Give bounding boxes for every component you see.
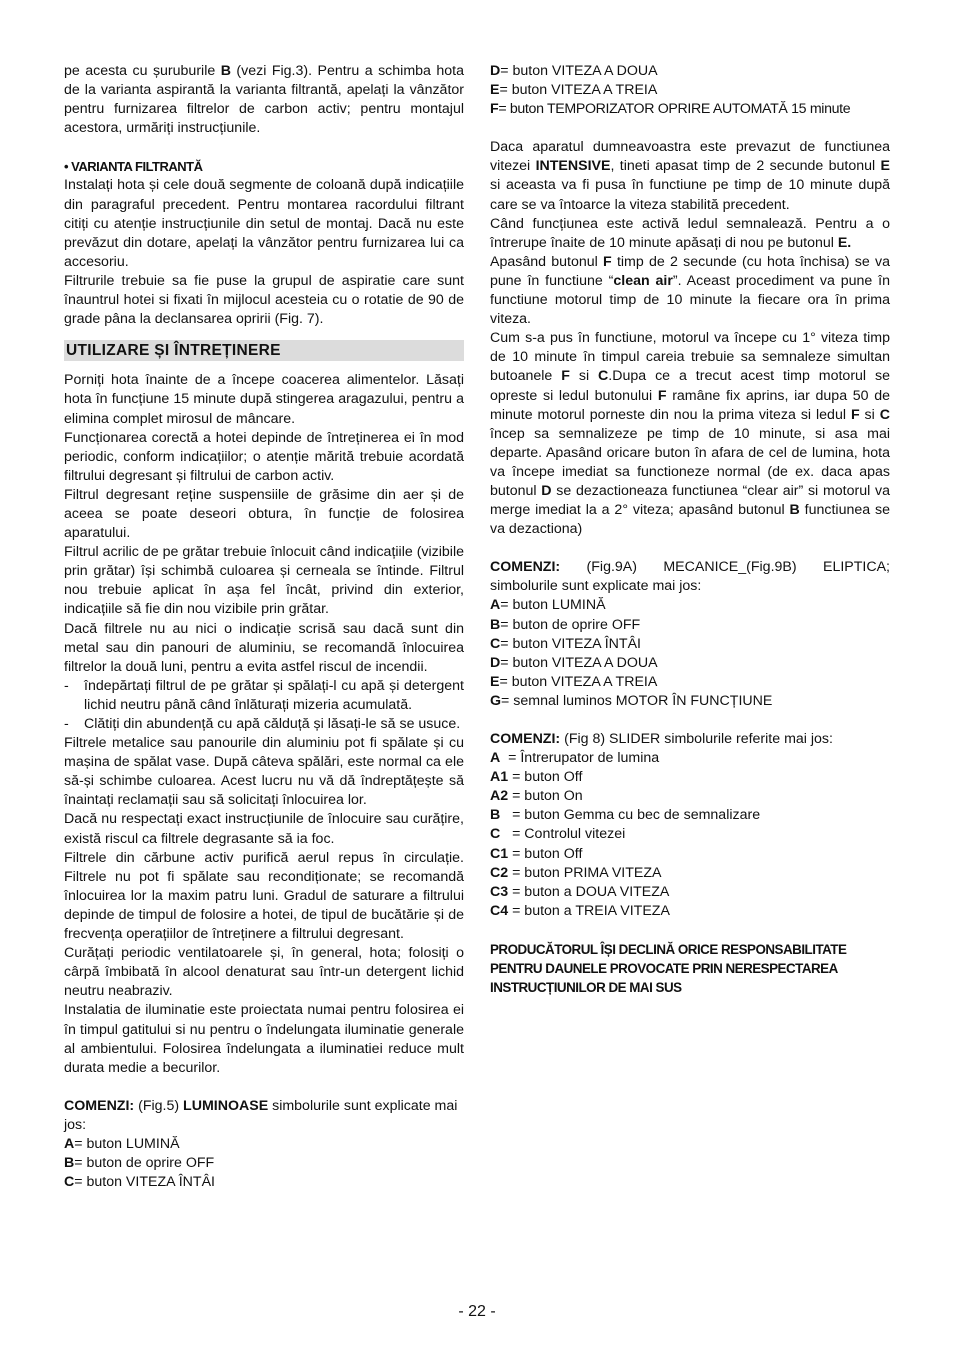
control-item: B= buton de oprire OFF — [490, 616, 641, 633]
control-item: C3 = buton a DOUA VITEZA — [490, 883, 670, 900]
control-item: B = buton Gemma cu bec de semnalizare — [490, 807, 761, 824]
intensive-paragraph: Daca aparatul dumneavoastra este prevazut de functiunea vitezei INTENSIVE, tineti apasat timp de 2 secunde butonul E si aceasta va fi pusa în functiune pe timp de 10 minute după care se va întoarce la viteza stabilită precedent. — [490, 139, 891, 213]
control-item: D= buton VITEZA A DOUA — [490, 63, 658, 79]
control-item: A= buton LUMINĂ — [64, 1135, 180, 1152]
intro-paragraph: pe acesta cu șuruburile B (vezi Fig.3). Pentru a schimba hota de la varianta aspirantă la varianta filtrantă, apelați la vânzător pentru furnizarea filtrelor de carbon activ; pentru montajul acestora, urmăriți instrucțiunile. — [64, 63, 464, 137]
body-paragraph: Filtrele din cărbune activ purifică aerul repus în circulație. Filtrele nu pot fi spălate sau recondiționate; se recomandă înlocuirea lor la maxim patru luni. Gradul de saturare a filtrului depinde de timpul de folosire a hotei, de tipul de bucătărie și de frecvența operațiilor de întreținere a filtrului degresant. — [64, 849, 464, 943]
section-title: UTILIZARE ȘI ÎNTREȚINERE — [64, 340, 464, 361]
body-paragraph: Filtrele metalice sau panourile din aluminiu pot fi spălate și cu mașina de spălat vase. După câteva spălări, este normal ca ele să-și schimbe culoarea. Acest lucru nu vă dă îndreptățește să înaintați reclamații sau să solicitați înlocuirea lor. — [64, 735, 464, 809]
control-item: B= buton de oprire OFF — [64, 1155, 215, 1172]
control-item: F= buton TEMPORIZATOR OPRIRE AUTOMATĂ 15 minute — [490, 101, 851, 118]
disclaimer: PRODUCĂTORUL ÎȘI DECLINĂ ORICE RESPONSABILITATE PENTRU DAUNELE PROVOCATE PRIN NERESPECTAREA INSTRUCȚIUNILOR DE MAI SUS — [490, 941, 847, 995]
control-item: C = Controlul vitezei — [490, 826, 626, 843]
control-item: C2 = buton PRIMA VITEZA — [490, 864, 662, 881]
clean-air-paragraph: Apasând butonul F timp de 2 secunde (cu hota închisa) se va pune în functiune “clean air”. Aceast procediment va pune în functiune motorul timp de 10 minute la fiecare ora în prima viteza. — [490, 253, 890, 328]
left-column — [64, 62, 464, 1192]
body-paragraph: Dacă filtrele nu au nici o indicație scrisă sau dacă sunt din metal sau din panouri de aluminiu, se recomandă înlocuirea filtrelor la două luni, pentru a evita astfel riscul de incendii. — [64, 620, 464, 675]
control-item: C= buton VITEZA ÎNTÂI — [64, 1174, 216, 1191]
filtranta-paragraph: Instalați hota și cele două segmente de coloană după indicațiile din paragraful precedent. Pentru montarea racordului filtrant citiți cu atenție instrucțiunile din setul de montaj. Dacă nu este prevăzut din dotare, apelați la vânzător pentru furnizarea lui ca accesoriu. — [64, 177, 464, 270]
comenzi-heading: COMENZI: (Fig.9A) MECANICE_(Fig.9B) ELIPTICA; simbolurile sunt explicate mai jos: — [490, 559, 890, 595]
control-item: D= buton VITEZA A DOUA — [490, 654, 658, 671]
body-paragraph: Porniți hota înainte de a începe coacerea alimentelor. Lăsați hota în funcțiune 15 minute după stingerea aragazului, pentru a elimina complet mirosul de mâncare. — [64, 372, 464, 427]
body-paragraph: Filtrul degresant reține suspensiile de grăsime din aer și de aceea se poate deseori obtura, în funcție de folosirea aparatului. — [64, 486, 464, 542]
control-item: E= buton VITEZA A TREIA — [490, 673, 658, 690]
right-column — [490, 62, 890, 997]
control-item: E= buton VITEZA A TREIA — [490, 82, 658, 99]
body-paragraph: Funcționarea corectă a hotei depinde de întreținerea ei în mod periodic, conform indicațiilor; o atenție mărită trebuie acordată filtrului degresant și filtrului de carbon activ. — [64, 429, 464, 484]
control-item: G= semnal luminos MOTOR ÎN FUNCȚIUNE — [490, 692, 773, 709]
filtranta-title: • VARIANTA FILTRANTĂ — [64, 159, 203, 175]
comenzi-heading: COMENZI: (Fig 8) SLIDER simbolurile referite mai jos: — [490, 731, 833, 747]
page-number: - 22 - — [458, 1303, 496, 1320]
control-item: C1 = buton Off — [490, 845, 583, 862]
control-item: A2 = buton On — [490, 788, 583, 805]
control-item: A = Întrerupator de lumina — [490, 750, 660, 767]
body-paragraph: Filtrul acrilic de pe grătar trebuie înlocuit când indicațiile (vizibile prin grătar) își schimbă culoarea și cerneala se întinde. Filtrul nou trebuie aplicat în așa fel încât, privind din exterior, indicațiile să fie din nou vizibile prin grătar. — [64, 544, 464, 618]
filtranta-paragraph: Filtrurile trebuie sa fie puse la grupul de aspiratie care sunt înauntrul hotei si fixati în mijlocul acesteia cu o rotatie de 90 de grade pâna la declansarea opririi (Fig. 7). — [64, 272, 464, 328]
control-item: C= buton VITEZA ÎNTÂI — [490, 635, 642, 652]
cycle-paragraph: Cum s-a pus în functiune, motorul va începe cu 1° viteza timp de 10 minute în timpul careia trebuie sa semnaleze simultan butoanele F si C.Dupa ce a trecut acest timp motorul se opreste si ledul butonului F ramâne fix aprins, iar dupa 50 de minute motorul porneste din nou la prima viteza si ledul F si C încep sa semnalizeze pe timp de 10 minute, si asa mai departe. Apasând oricare buton în afara de cel de lumina, hota va începe imediat sa functioneze normal (de ex. daca apas butonul D se dezactioneaza functiunea “clear air” si motorul va merge imediat la a 2° viteza; apasând butonul B functiunea se va dezactiona) — [490, 330, 891, 538]
control-item: C4 = buton a TREIA VITEZA — [490, 902, 670, 919]
led-paragraph: Când funcțiunea este activă ledul semnalează. Pentru a o întrerupe înaite de 10 minute apăsați di nou pe butonul E. — [490, 215, 890, 251]
comenzi-heading: COMENZI: (Fig.5) LUMINOASE simbolurile sunt explicate mai jos: — [64, 1097, 458, 1133]
list-item: - Clătiți din abundență cu apă călduță și lăsați-le să se usuce. — [64, 716, 461, 732]
body-paragraph: Instalatia de iluminatie este proiectata numai pentru folosirea ei în timpul gatitului si nu pentru o îndelungata iluminatie generale al ambientului. Folosirea îndelungata a iluminatiei reduce mult durata medie a becurilor. — [64, 1002, 464, 1076]
control-item: A= buton LUMINĂ — [490, 597, 606, 614]
body-paragraph: Dacă nu respectați exact instrucțiunile de înlocuire sau curățire, există riscul ca filtrele degrasante să ia foc. — [64, 811, 464, 847]
body-paragraph: Curățați periodic ventilatoarele și, în general, hota; folosiți o cârpă îmbibată în alcool denaturat sau într-un detergent lichid neutru neabraziv. — [64, 945, 464, 1000]
list-item: - îndepărtați filtrul de pe grătar și spălați-l cu apă și detergent lichid neutru până când înlăturați mizeria acumulată. — [64, 677, 464, 713]
control-item: A1 = buton Off — [490, 769, 583, 786]
